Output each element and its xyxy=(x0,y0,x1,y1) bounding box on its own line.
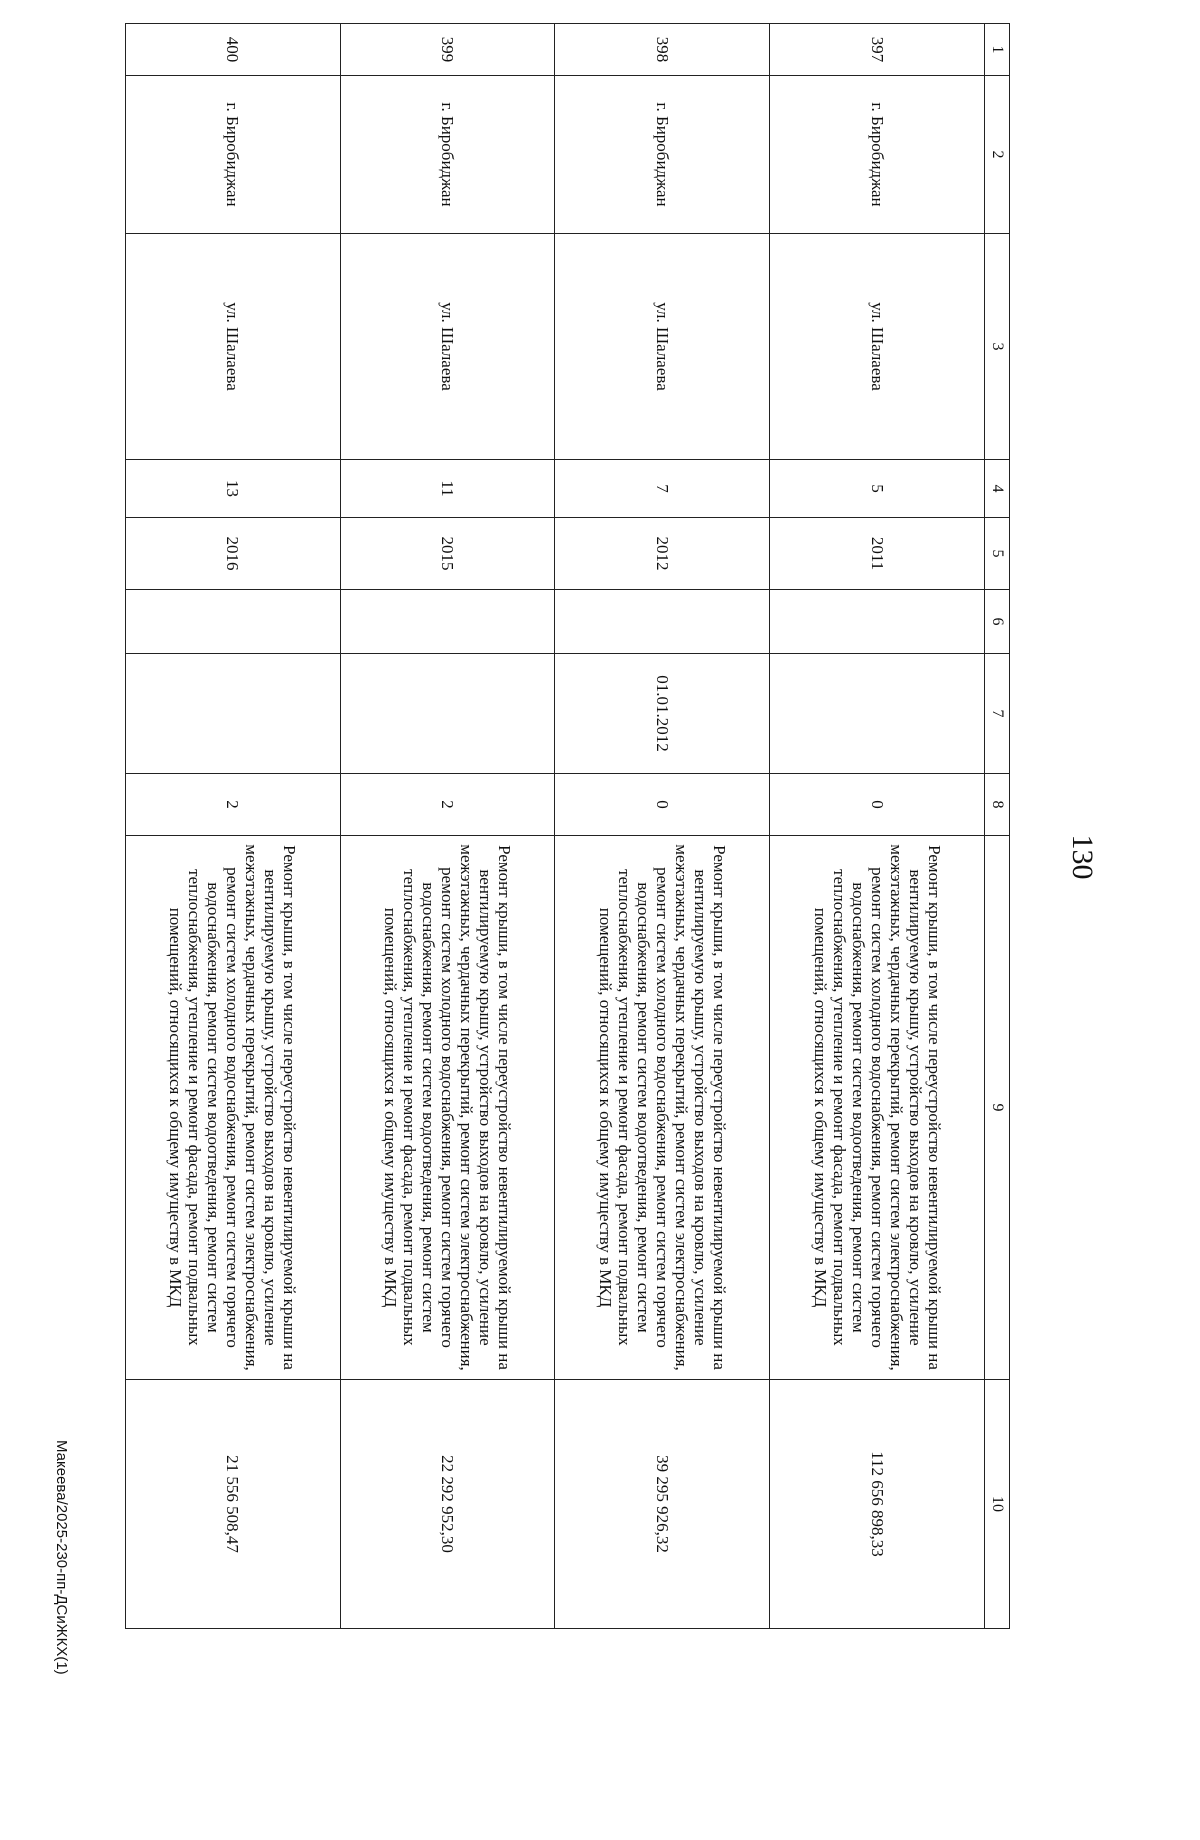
table-row xyxy=(770,24,985,1629)
column-number-header: 9 xyxy=(985,836,1010,1380)
column-8-cell: 2 xyxy=(340,774,555,836)
registry-table xyxy=(125,23,1010,1629)
city-cell: г. Биробиджан xyxy=(340,76,555,234)
column-8-cell: 0 xyxy=(770,774,985,836)
row-number: 400 xyxy=(126,24,341,76)
registry-table-wrapper xyxy=(125,23,1010,1628)
cost-cell: 21 556 508,47 xyxy=(126,1380,341,1629)
works-description-cell: Ремонт крыши, в том числе переустройство невентилируемой крыши на вентилируемую крышу, устройство выходов на кровлю, усиление межэтажных, чердачных перекрытий, ремонт систем электроснабжения, ремонт систем холодного водоснабжения, ремонт систем горячего водоснабжения, ремонт систем водоотведения, ремонт систем теплоснабжения, утепление и ремонт фасада, ремонт подвальных помещений, относящихся к общему имуществу в МКД xyxy=(340,836,555,1380)
city-cell: г. Биробиджан xyxy=(555,76,770,234)
column-6-cell xyxy=(555,590,770,654)
table-row xyxy=(126,24,341,1629)
works-description-cell: Ремонт крыши, в том числе переустройство невентилируемой крыши на вентилируемую крышу, устройство выходов на кровлю, усиление межэтажных, чердачных перекрытий, ремонт систем электроснабжения, ремонт систем холодного водоснабжения, ремонт систем горячего водоснабжения, ремонт систем водоотведения, ремонт систем теплоснабжения, утепление и ремонт фасада, ремонт подвальных помещений, относящихся к общему имуществу в МКД xyxy=(770,836,985,1380)
row-number: 397 xyxy=(770,24,985,76)
column-number-header: 2 xyxy=(985,76,1010,234)
cost-cell: 39 295 926,32 xyxy=(555,1380,770,1629)
year-cell: 2012 xyxy=(555,518,770,590)
column-6-cell xyxy=(126,590,341,654)
year-cell: 2016 xyxy=(126,518,341,590)
street-cell: ул. Шалаева xyxy=(340,234,555,460)
date-cell xyxy=(126,654,341,774)
footer-reference xyxy=(50,1440,70,1840)
house-number-cell: 5 xyxy=(770,460,985,518)
date-cell xyxy=(770,654,985,774)
works-description-cell: Ремонт крыши, в том числе переустройство невентилируемой крыши на вентилируемую крышу, устройство выходов на кровлю, усиление межэтажных, чердачных перекрытий, ремонт систем электроснабжения, ремонт систем холодного водоснабжения, ремонт систем горячего водоснабжения, ремонт систем водоотведения, ремонт систем теплоснабжения, утепление и ремонт фасада, ремонт подвальных помещений, относящихся к общему имуществу в МКД xyxy=(126,836,341,1380)
column-8-cell: 2 xyxy=(126,774,341,836)
row-number: 398 xyxy=(555,24,770,76)
column-6-cell xyxy=(770,590,985,654)
date-cell: 01.01.2012 xyxy=(555,654,770,774)
house-number-cell: 13 xyxy=(126,460,341,518)
column-number-header: 8 xyxy=(985,774,1010,836)
table-row xyxy=(340,24,555,1629)
column-number-header: 7 xyxy=(985,654,1010,774)
column-8-cell: 0 xyxy=(555,774,770,836)
year-cell: 2011 xyxy=(770,518,985,590)
page-number: 130 xyxy=(1066,834,1099,880)
street-cell: ул. Шалаева xyxy=(126,234,341,460)
city-cell: г. Биробиджан xyxy=(126,76,341,234)
column-number-header: 3 xyxy=(985,234,1010,460)
street-cell: ул. Шалаева xyxy=(555,234,770,460)
table-row xyxy=(555,24,770,1629)
column-number-header: 1 xyxy=(985,24,1010,76)
year-cell: 2015 xyxy=(340,518,555,590)
works-description-cell: Ремонт крыши, в том числе переустройство невентилируемой крыши на вентилируемую крышу, устройство выходов на кровлю, усиление межэтажных, чердачных перекрытий, ремонт систем электроснабжения, ремонт систем холодного водоснабжения, ремонт систем горячего водоснабжения, ремонт систем водоотведения, ремонт систем теплоснабжения, утепление и ремонт фасада, ремонт подвальных помещений, относящихся к общему имуществу в МКД xyxy=(555,836,770,1380)
date-cell xyxy=(340,654,555,774)
cost-cell: 112 656 898,33 xyxy=(770,1380,985,1629)
cost-cell: 22 292 952,30 xyxy=(340,1380,555,1629)
header-row xyxy=(985,24,1010,1629)
column-number-header: 10 xyxy=(985,1380,1010,1629)
footer-text: Макеева/2025-230-пп-ДСиЖКХ(1) xyxy=(53,1440,70,1675)
column-6-cell xyxy=(340,590,555,654)
house-number-cell: 7 xyxy=(555,460,770,518)
column-number-header: 6 xyxy=(985,590,1010,654)
house-number-cell: 11 xyxy=(340,460,555,518)
column-number-header: 4 xyxy=(985,460,1010,518)
column-number-header: 5 xyxy=(985,518,1010,590)
city-cell: г. Биробиджан xyxy=(770,76,985,234)
row-number: 399 xyxy=(340,24,555,76)
street-cell: ул. Шалаева xyxy=(770,234,985,460)
